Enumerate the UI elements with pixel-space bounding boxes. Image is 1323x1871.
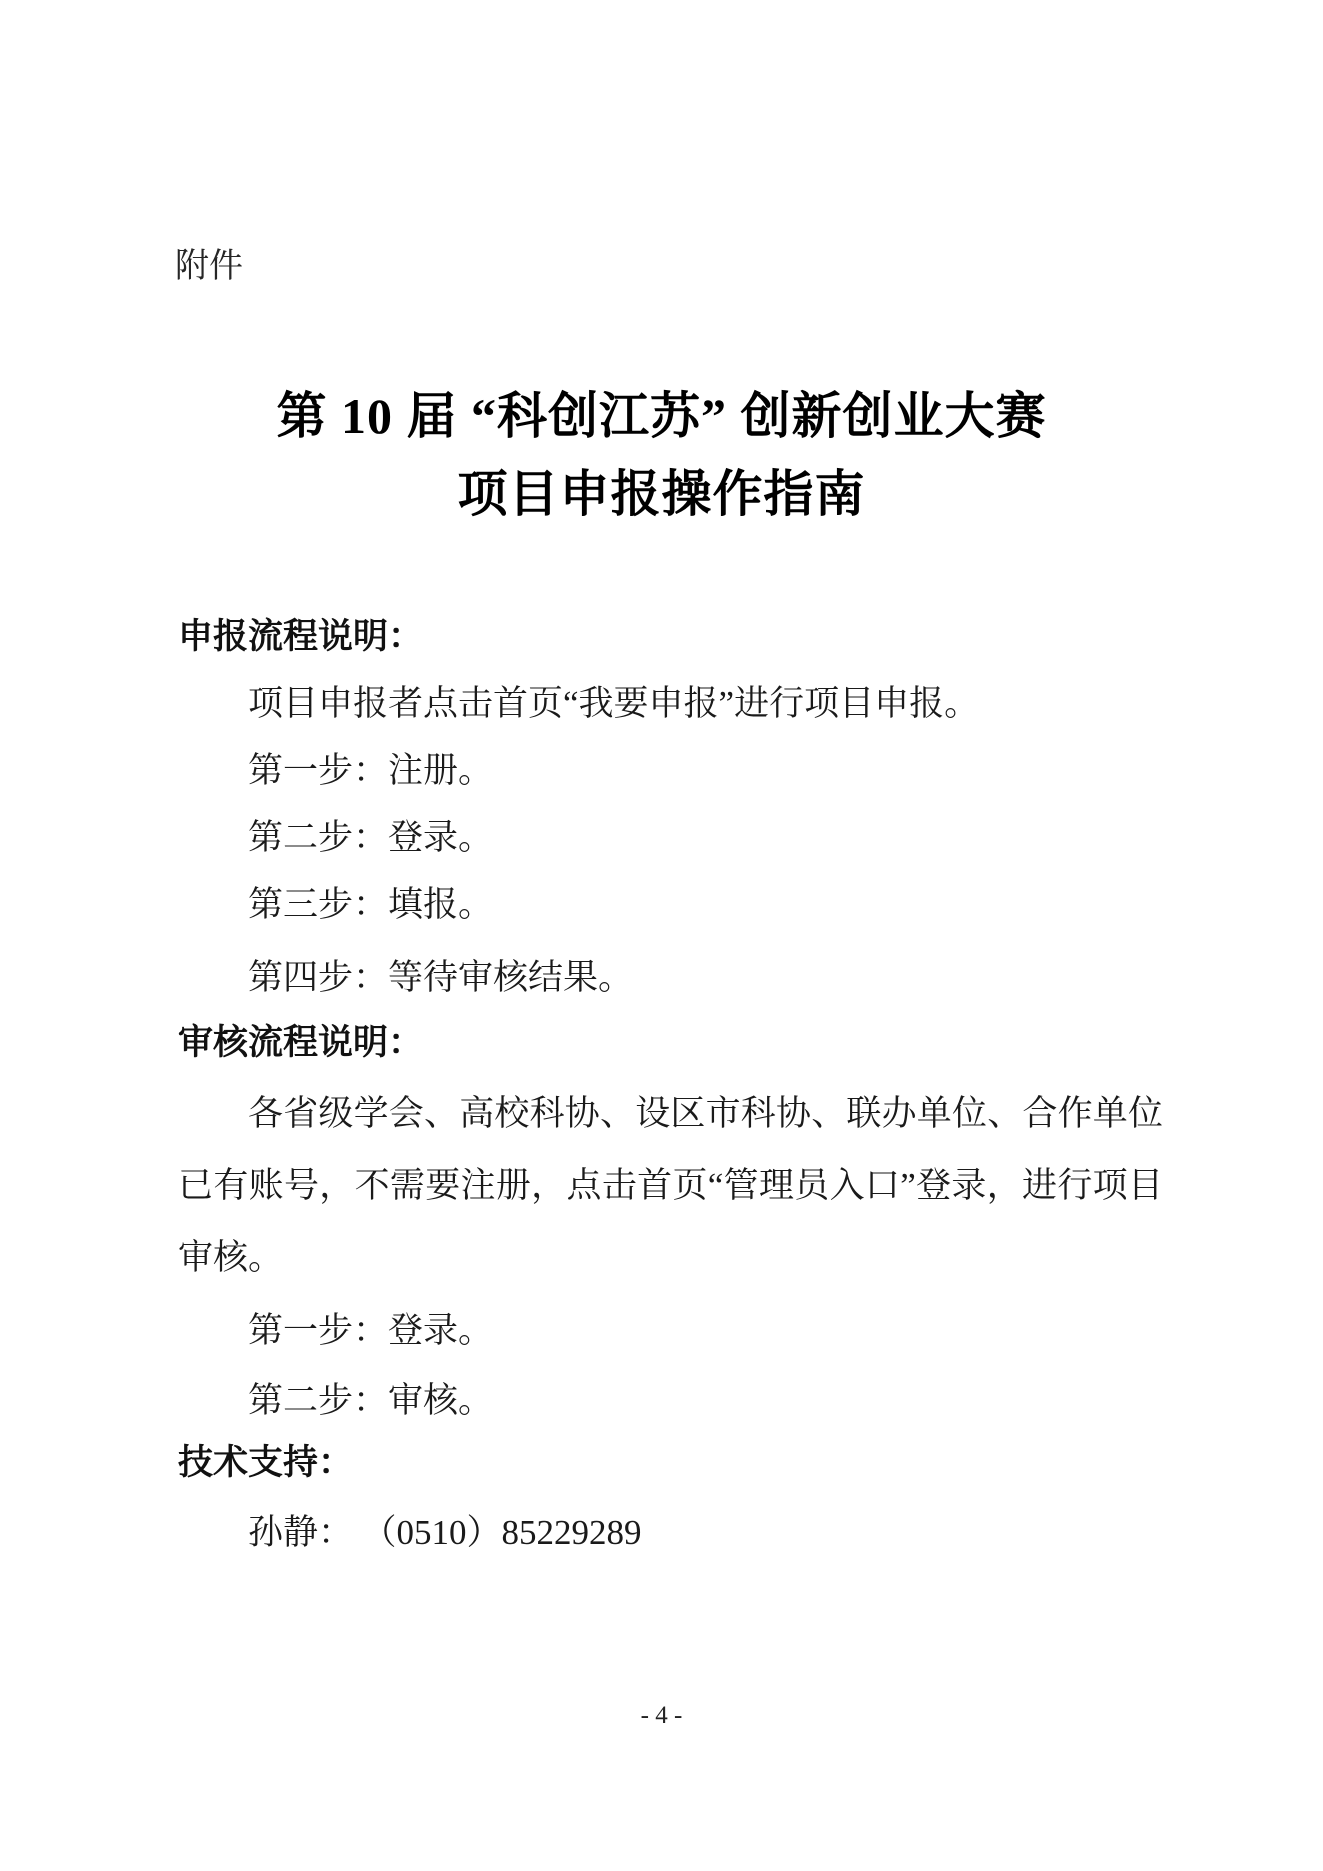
document-title-line1: 第 10 届 “科创江苏” 创新创业大赛 [276,388,1047,444]
application-step-line: 第四步：等待审核结果。 [248,958,634,997]
review-intro-paragraph: 各省级学会、高校科协、设区市科协、联办单位、合作单位已有账号，不需要注册，点击首页“管理员入口”登录，进行项目审核。 [178,1094,1163,1277]
contact-phone: （0510）85229289 [379,1513,642,1552]
review-step-line: 第二步：审核。 [248,1381,494,1420]
application-intro-line: 项目申报者点击首页“我要申报”进行项目申报。 [248,684,980,723]
application-step-line: 第一步：注册。 [248,751,494,790]
tech-support-contact-line [178,1511,642,1555]
contact-name: 孙静： [248,1513,354,1552]
heading-review-process: 审核流程说明： [178,1023,424,1062]
application-step-line: 第二步：登录。 [248,818,494,857]
application-step-line: 第三步：填报。 [248,885,494,924]
review-step-line: 第一步：登录。 [248,1311,494,1350]
attachment-label: 附件 [175,247,243,285]
page-number: - 4 - [640,1702,683,1729]
heading-application-process: 申报流程说明： [178,617,424,656]
heading-tech-support: 技术支持： [178,1443,354,1482]
document-title-line2: 项目申报操作指南 [457,466,866,522]
